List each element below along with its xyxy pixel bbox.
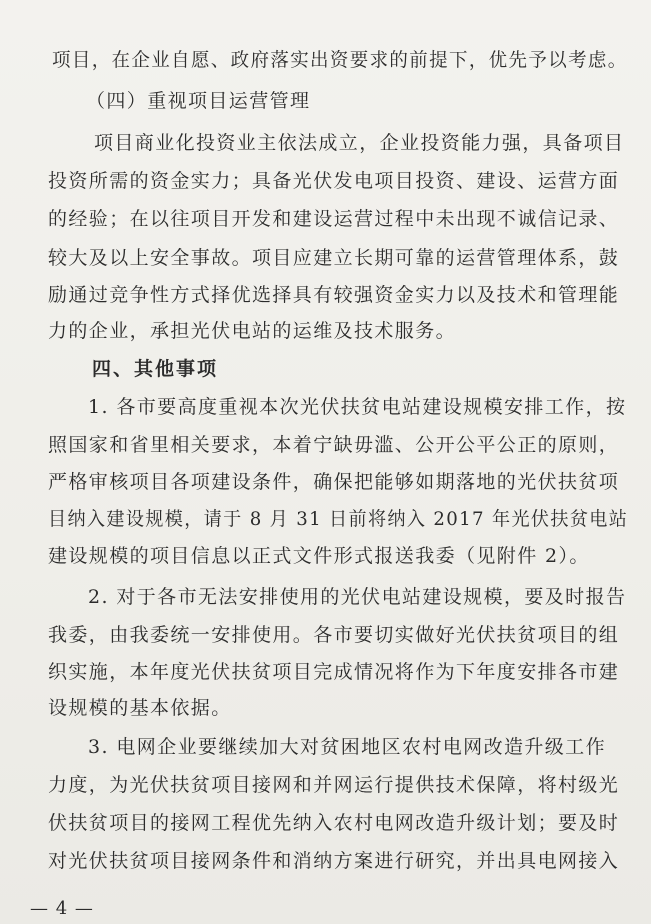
text-line: 严格审核项目各项建设条件，确保把能够如期落地的光伏扶贫项 xyxy=(48,471,620,493)
subsection-heading: （四）重视项目运营管理 xyxy=(86,90,311,112)
section-heading: 四、其他事项 xyxy=(92,358,219,380)
text-line: 2. 对于各市无法安排使用的光伏电站建设规模，要及时报告 xyxy=(88,586,627,608)
text-line: 织实施，本年度光伏扶贫项目完成情况将作为下年度安排各市建 xyxy=(48,661,620,683)
text-line: 励通过竞争性方式择优选择具有较强资金实力以及技术和管理能 xyxy=(48,284,620,306)
text-line: 3. 电网企业要继续加大对贫困地区农村电网改造升级工作 xyxy=(88,736,606,758)
text-line: 照国家和省里相关要求，本着宁缺毋滥、公开公平公正的原则， xyxy=(48,434,620,456)
text-line: 的经验；在以往项目开发和建设运营过程中未出现不诚信记录、 xyxy=(48,208,620,230)
text-line: 目纳入建设规模，请于 8 月 31 日前将纳入 2017 年光伏扶贫电站 xyxy=(48,508,629,530)
text-line: 我委，由我委统一安排使用。各市要切实做好光伏扶贫项目的组 xyxy=(48,624,620,646)
text-line: 投资所需的资金实力；具备光伏发电项目投资、建设、运营方面 xyxy=(48,170,620,192)
text-line: 设规模的基本依据。 xyxy=(48,697,232,719)
text-line: 较大及以上安全事故。项目应建立长期可靠的运营管理体系，鼓 xyxy=(48,247,620,269)
text-line: 项目商业化投资业主依法成立，企业投资能力强，具备项目 xyxy=(94,132,625,154)
text-line: 对光伏扶贫项目接网条件和消纳方案进行研究，并出具电网接入 xyxy=(48,850,620,872)
text-line: 1. 各市要高度重视本次光伏扶贫电站建设规模安排工作，按 xyxy=(88,396,627,418)
text-line: 力度，为光伏扶贫项目接网和并网运行提供技术保障，将村级光 xyxy=(48,774,620,796)
page-number: — 4 — xyxy=(30,898,94,919)
text-line: 建设规模的项目信息以正式文件形式报送我委（见附件 2）。 xyxy=(48,545,590,567)
text-line: 伏扶贫项目的接网工程优先纳入农村电网改造升级计划；要及时 xyxy=(48,812,620,834)
text-line: 力的企业，承担光伏电站的运维及技术服务。 xyxy=(48,320,457,342)
text-line: 项目，在企业自愿、政府落实出资要求的前提下，优先予以考虑。 xyxy=(52,49,628,71)
